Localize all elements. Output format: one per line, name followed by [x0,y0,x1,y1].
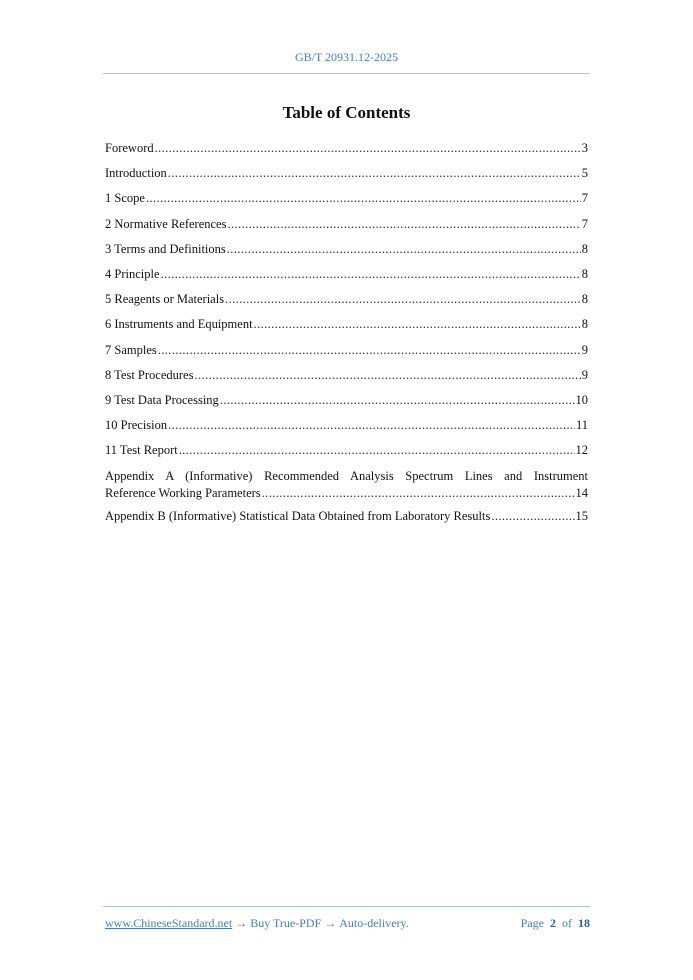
toc-entry-page: 7 [581,191,588,206]
toc-entry-foreword[interactable] [105,140,588,165]
toc-entry-page: 8 [581,241,588,256]
footer-promo [105,916,409,931]
toc-entry-page: 5 [581,166,588,181]
toc-entry-test-data-processing[interactable] [105,392,588,417]
arrow-right-icon: → [324,916,337,930]
toc-entry-terms-and-definitions[interactable] [105,241,588,266]
toc-entry-label: 6 Instruments and Equipment [105,317,253,332]
toc-entry-samples[interactable] [105,342,588,367]
toc-dot-leader [168,417,575,433]
toc-dot-leader [227,241,581,257]
toc-dot-leader [168,165,581,181]
toc-entry-label: 9 Test Data Processing [105,392,219,407]
toc-entry-label-line2: Reference Working Parameters [105,486,261,501]
page-word: Page [520,916,544,930]
toc-entry-page: 9 [581,342,588,357]
toc-dot-leader [161,266,581,282]
document-code-header: GB/T 20931.12-2025 [294,50,399,64]
toc-entry-appendix-a[interactable] [105,468,588,502]
toc-entry-label: 4 Principle [105,266,160,281]
toc-dot-leader [179,442,575,458]
toc-entry-page: 7 [581,216,588,231]
toc-entry-label: 5 Reagents or Materials [105,292,225,307]
footer-divider [103,906,590,907]
toc-entry-page: 10 [575,392,588,407]
toc-entry-label-line2-row [105,485,588,502]
toc-entry-page: 8 [581,266,588,281]
toc-entry-instruments-and-equipment[interactable] [105,316,588,341]
toc-dot-leader [225,291,581,307]
toc-entry-page: 3 [581,141,588,155]
toc-entry-page: 11 [575,418,588,433]
toc-entry-appendix-b[interactable] [105,508,588,533]
toc-entry-normative-references[interactable] [105,216,588,241]
toc-entry-page: 14 [575,486,588,501]
toc-dot-leader [220,392,575,408]
toc-entry-introduction[interactable] [105,165,588,190]
page-number [521,916,590,931]
toc-dot-leader [155,140,581,156]
auto-delivery-text: Auto-delivery. [339,916,409,930]
arrow-right-icon: → [235,916,248,930]
buy-true-pdf-text: Buy True-PDF [250,916,322,930]
toc-dot-leader [158,342,581,358]
toc-entry-label: 2 Normative References [105,216,227,231]
toc-dot-leader [491,508,574,524]
page-title: Table of Contents [282,103,411,122]
toc-entry-principle[interactable] [105,266,588,291]
toc-entry-label: 1 Scope [105,191,145,206]
table-of-contents [105,140,588,534]
toc-entry-label: 8 Test Procedures [105,367,194,382]
toc-dot-leader [146,190,581,206]
toc-entry-scope[interactable] [105,190,588,215]
toc-entry-reagents-or-materials[interactable] [105,291,588,316]
toc-entry-label: Foreword [105,141,154,155]
of-word: of [562,916,572,930]
toc-entry-label: 3 Terms and Definitions [105,241,226,256]
website-link[interactable]: www.ChineseStandard.net [105,916,233,930]
current-page-number: 2 [550,916,556,930]
toc-entry-label: 7 Samples [105,342,157,357]
toc-dot-leader [194,367,580,383]
toc-entry-page: 15 [575,509,588,524]
toc-dot-leader [254,316,581,332]
toc-entry-label-line1: Appendix A (Informative) Recommended Analysis Spectrum Lines and Instrument [105,469,588,484]
toc-entry-page: 8 [581,292,588,307]
total-pages-number: 18 [578,916,590,930]
header-divider [103,73,590,74]
toc-entry-label: Introduction [105,166,167,181]
toc-entry-precision[interactable] [105,417,588,442]
toc-entry-label: 11 Test Report [105,443,178,458]
toc-dot-leader [262,485,575,502]
toc-entry-test-procedures[interactable] [105,367,588,392]
toc-entry-test-report[interactable] [105,442,588,467]
toc-entry-label: 10 Precision [105,418,168,433]
toc-entry-page: 9 [581,367,588,382]
toc-entry-page: 12 [575,443,588,458]
toc-entry-page: 8 [581,317,588,332]
toc-dot-leader [227,216,580,232]
page-footer [105,916,590,931]
toc-entry-label: Appendix B (Informative) Statistical Data Obtained from Laboratory Results [105,509,491,524]
